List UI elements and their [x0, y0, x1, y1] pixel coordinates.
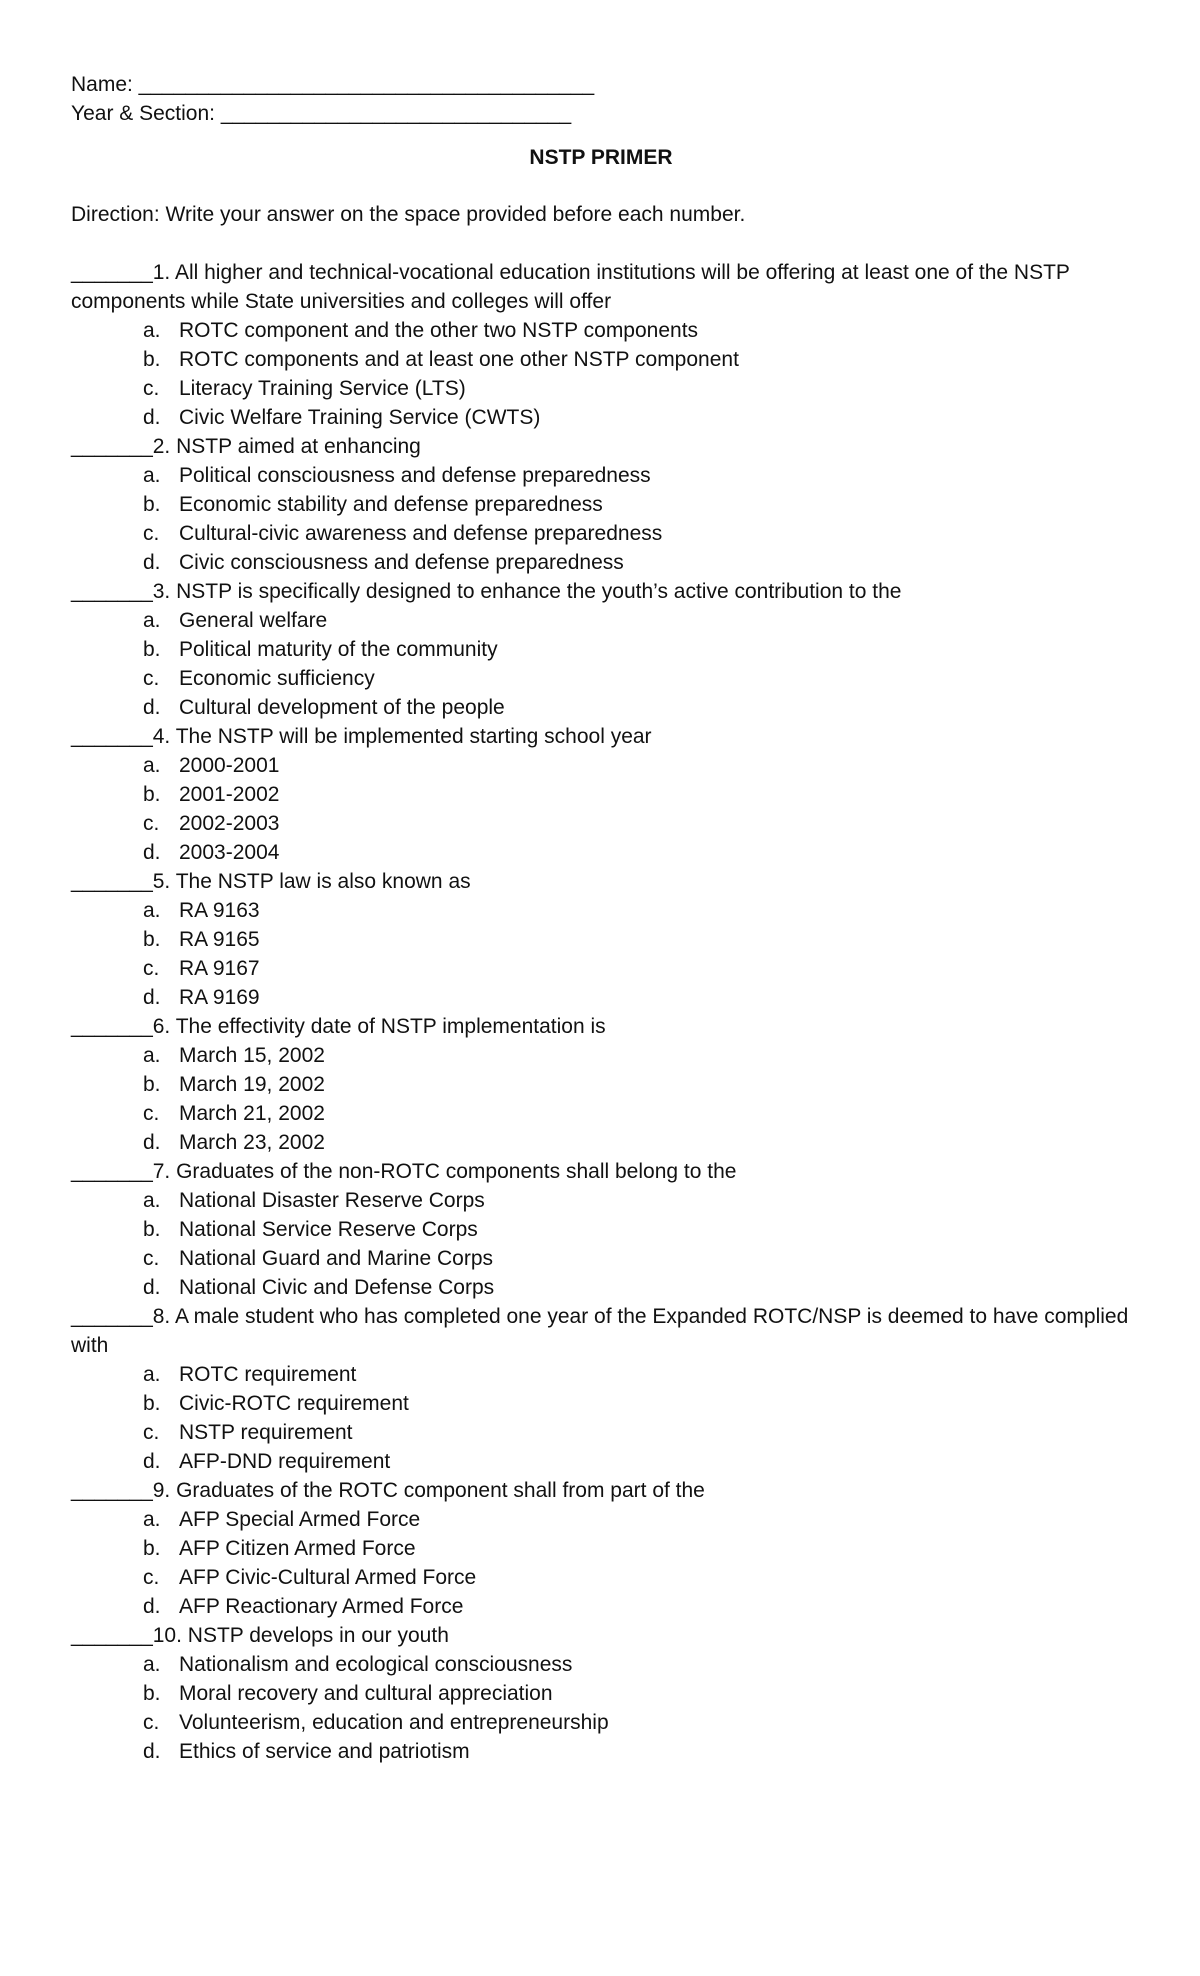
answer-option [71, 1128, 1131, 1157]
option-letter: d. [143, 841, 161, 864]
option-letter: d. [143, 1740, 161, 1763]
question-item [71, 722, 1131, 867]
answer-option [71, 1592, 1131, 1621]
option-letter: c. [143, 667, 160, 690]
option-text: Economic stability and defense preparedness [179, 493, 603, 516]
question-item [71, 577, 1131, 722]
answer-option [71, 925, 1131, 954]
question-item [71, 1302, 1131, 1476]
option-letter: b. [143, 1537, 161, 1560]
option-text: Literacy Training Service (LTS) [179, 377, 466, 400]
option-letter: c. [143, 957, 160, 980]
option-letter: d. [143, 406, 161, 429]
answer-option [71, 693, 1131, 722]
option-text: National Guard and Marine Corps [179, 1247, 493, 1270]
option-text: March 21, 2002 [179, 1102, 325, 1125]
option-letter: a. [143, 1189, 161, 1212]
answer-option [71, 1215, 1131, 1244]
option-letter: a. [143, 754, 161, 777]
answer-option [71, 1273, 1131, 1302]
option-letter: b. [143, 1682, 161, 1705]
option-text: Ethics of service and patriotism [179, 1740, 470, 1763]
option-text: 2003-2004 [179, 841, 280, 864]
option-letter: a. [143, 319, 161, 342]
option-letter: d. [143, 551, 161, 574]
option-text: Cultural development of the people [179, 696, 505, 719]
answer-option [71, 519, 1131, 548]
answer-option [71, 1679, 1131, 1708]
option-text: March 19, 2002 [179, 1073, 325, 1096]
option-letter: b. [143, 348, 161, 371]
question-stem: _______3. NSTP is specifically designed to enhance the youth’s active contribution to the [71, 580, 902, 603]
option-letter: d. [143, 1131, 161, 1154]
answer-option [71, 1563, 1131, 1592]
answer-option [71, 1505, 1131, 1534]
answer-option [71, 838, 1131, 867]
option-text: ROTC components and at least one other NSTP component [179, 348, 739, 371]
answer-option [71, 1418, 1131, 1447]
option-letter: b. [143, 928, 161, 951]
answer-option [71, 490, 1131, 519]
option-letter: a. [143, 609, 161, 632]
answer-option [71, 809, 1131, 838]
option-letter: b. [143, 493, 161, 516]
answer-option [71, 345, 1131, 374]
option-letter: a. [143, 464, 161, 487]
option-text: National Service Reserve Corps [179, 1218, 478, 1241]
name-field[interactable]: Name: _______________________________________ [71, 73, 595, 96]
option-text: Civic Welfare Training Service (CWTS) [179, 406, 541, 429]
answer-option [71, 1389, 1131, 1418]
answer-option [71, 1534, 1131, 1563]
option-text: AFP Special Armed Force [179, 1508, 421, 1531]
option-text: ROTC requirement [179, 1363, 357, 1386]
answer-option [71, 1244, 1131, 1273]
option-text: NSTP requirement [179, 1421, 353, 1444]
option-text: Political consciousness and defense preparedness [179, 464, 651, 487]
option-text: RA 9163 [179, 899, 260, 922]
option-letter: c. [143, 522, 160, 545]
option-letter: b. [143, 1392, 161, 1415]
option-letter: c. [143, 1566, 160, 1589]
page-title: NSTP PRIMER [529, 146, 673, 169]
option-letter: c. [143, 1102, 160, 1125]
option-text: 2000-2001 [179, 754, 280, 777]
answer-option [71, 896, 1131, 925]
question-stem: _______5. The NSTP law is also known as [71, 870, 471, 893]
option-letter: c. [143, 812, 160, 835]
answer-option [71, 461, 1131, 490]
option-letter: c. [143, 1421, 160, 1444]
option-text: ROTC component and the other two NSTP components [179, 319, 699, 342]
option-text: AFP Citizen Armed Force [179, 1537, 416, 1560]
option-text: Cultural-civic awareness and defense preparedness [179, 522, 663, 545]
year-section-field[interactable]: Year & Section: ______________________________ [71, 102, 572, 125]
answer-option [71, 403, 1131, 432]
answer-option [71, 983, 1131, 1012]
option-letter: a. [143, 1363, 161, 1386]
option-letter: d. [143, 986, 161, 1009]
answer-option [71, 751, 1131, 780]
option-text: RA 9167 [179, 957, 260, 980]
option-text: AFP Civic-Cultural Armed Force [179, 1566, 477, 1589]
option-text: General welfare [179, 609, 328, 632]
answer-option [71, 664, 1131, 693]
question-item [71, 1012, 1131, 1157]
option-letter: d. [143, 696, 161, 719]
answer-option [71, 606, 1131, 635]
direction-text: Direction: Write your answer on the space provided before each number. [71, 203, 746, 226]
answer-option [71, 1041, 1131, 1070]
option-text: Economic sufficiency [179, 667, 375, 690]
option-text: 2001-2002 [179, 783, 280, 806]
option-letter: d. [143, 1276, 161, 1299]
answer-option [71, 780, 1131, 809]
option-letter: b. [143, 1073, 161, 1096]
answer-option [71, 1099, 1131, 1128]
answer-option [71, 954, 1131, 983]
answer-option [71, 1447, 1131, 1476]
answer-option [71, 1737, 1131, 1766]
option-text: Nationalism and ecological consciousness [179, 1653, 573, 1676]
option-text: AFP Reactionary Armed Force [179, 1595, 464, 1618]
option-text: National Disaster Reserve Corps [179, 1189, 485, 1212]
option-text: Civic-ROTC requirement [179, 1392, 409, 1415]
option-text: Civic consciousness and defense preparedness [179, 551, 624, 574]
question-stem: _______6. The effectivity date of NSTP implementation is [71, 1015, 606, 1038]
answer-option [71, 1186, 1131, 1215]
option-letter: a. [143, 1508, 161, 1531]
option-letter: a. [143, 899, 161, 922]
question-stem: _______1. All higher and technical-vocational education institutions will be offering at least one of the NSTP components while State universities and colleges will offer [71, 261, 1070, 313]
answer-option [71, 1360, 1131, 1389]
option-text: RA 9165 [179, 928, 260, 951]
question-stem: _______10. NSTP develops in our youth [71, 1624, 449, 1647]
option-letter: a. [143, 1653, 161, 1676]
option-letter: c. [143, 1247, 160, 1270]
option-letter: d. [143, 1450, 161, 1473]
question-stem: _______2. NSTP aimed at enhancing [71, 435, 421, 458]
question-stem: _______9. Graduates of the ROTC component shall from part of the [71, 1479, 705, 1502]
question-item [71, 432, 1131, 577]
answer-option [71, 1708, 1131, 1737]
question-item [71, 258, 1131, 432]
question-item [71, 1157, 1131, 1302]
option-letter: b. [143, 1218, 161, 1241]
option-letter: d. [143, 1595, 161, 1618]
option-text: Political maturity of the community [179, 638, 498, 661]
option-letter: c. [143, 377, 160, 400]
option-letter: a. [143, 1044, 161, 1067]
question-item [71, 1476, 1131, 1621]
option-text: March 23, 2002 [179, 1131, 325, 1154]
answer-option [71, 1650, 1131, 1679]
question-list [71, 258, 1131, 1766]
answer-option [71, 635, 1131, 664]
option-text: National Civic and Defense Corps [179, 1276, 495, 1299]
option-letter: c. [143, 1711, 160, 1734]
option-text: 2002-2003 [179, 812, 280, 835]
question-stem: _______7. Graduates of the non-ROTC components shall belong to the [71, 1160, 737, 1183]
option-text: Volunteerism, education and entrepreneurship [179, 1711, 609, 1734]
answer-option [71, 316, 1131, 345]
option-text: RA 9169 [179, 986, 260, 1009]
question-stem: _______4. The NSTP will be implemented starting school year [71, 725, 652, 748]
question-item [71, 867, 1131, 1012]
answer-option [71, 374, 1131, 403]
worksheet-page [71, 70, 1131, 1766]
option-text: AFP-DND requirement [179, 1450, 391, 1473]
option-text: March 15, 2002 [179, 1044, 325, 1067]
option-letter: b. [143, 638, 161, 661]
option-text: Moral recovery and cultural appreciation [179, 1682, 553, 1705]
question-item [71, 1621, 1131, 1766]
option-letter: b. [143, 783, 161, 806]
answer-option [71, 1070, 1131, 1099]
answer-option [71, 548, 1131, 577]
question-stem: _______8. A male student who has completed one year of the Expanded ROTC/NSP is deemed to have complied with [71, 1305, 1129, 1357]
